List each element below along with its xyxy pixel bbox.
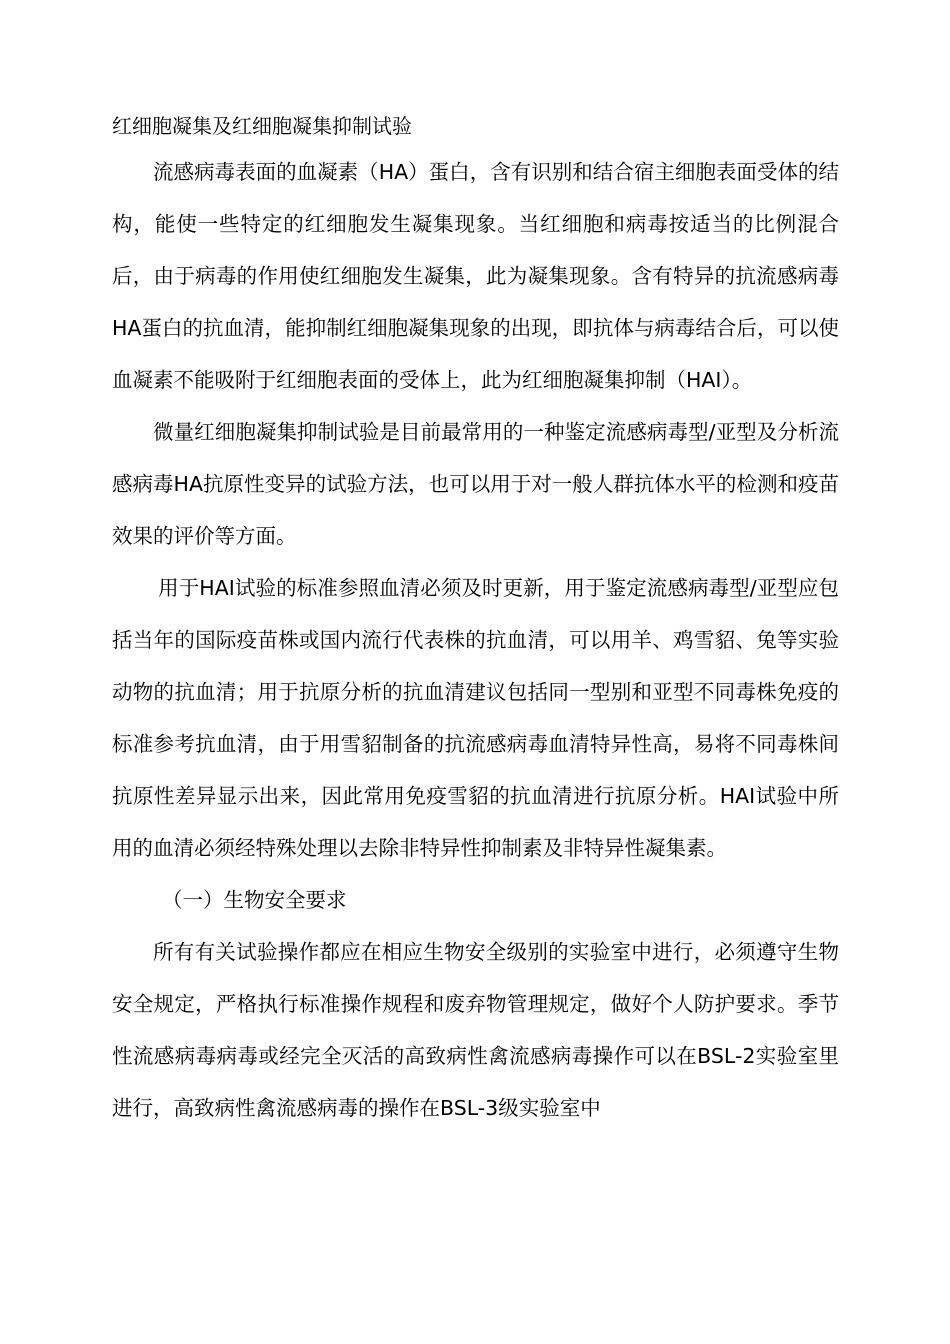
document-title: 红细胞凝集及红细胞凝集抑制试验 xyxy=(112,114,412,138)
section-title-biosafety: （一）生物安全要求 xyxy=(162,888,347,912)
paragraph-reference-serum: 用于HAI试验的标准参照血清必须及时更新，用于鉴定流感病毒型/亚型应包括当年的国际疫苗株或国内流行代表株的抗血清，可以用羊、鸡雪貂、兔等实验动物的抗血清；用于抗原分析的抗血清建议包括同一型别和亚型不同毒株免疫的标准参考抗血清，由于用雪貂制备的抗流感病毒血清特异性高，易将不同毒株间抗原性差异显示出来，因此常用免疫雪貂的抗血清进行抗原分析。HAI试验中所用的血清必须经特殊处理以去除非特异性抑制素及非特异性凝集素。 xyxy=(112,576,839,860)
paragraph-biosafety: 所有有关试验操作都应在相应生物安全级别的实验室中进行，必须遵守生物安全规定，严格执行标准操作规程和废弃物管理规定，做好个人防护要求。季节性流感病毒病毒或经完全灭活的高致病性禽流感病毒操作可以在BSL-2实验室里进行，高致病性禽流感病毒的操作在BSL-3级实验室中 xyxy=(112,940,839,1120)
paragraph-microhai-method: 微量红细胞凝集抑制试验是目前最常用的一种鉴定流感病毒型/亚型及分析流感病毒HA抗原性变异的试验方法，也可以用于对一般人群抗体水平的检测和疫苗效果的评价等方面。 xyxy=(112,420,839,548)
paragraph-hemagglutination-intro: 流感病毒表面的血凝素（HA）蛋白，含有识别和结合宿主细胞表面受体的结构，能使一些特定的红细胞发生凝集现象。当红细胞和病毒按适当的比例混合后，由于病毒的作用使红细胞发生凝集，此为凝集现象。含有特异的抗流感病毒HA蛋白的抗血清，能抑制红细胞凝集现象的出现，即抗体与病毒结合后，可以使血凝素不能吸附于红细胞表面的受体上，此为红细胞凝集抑制（HAI）。 xyxy=(112,160,839,392)
document-body xyxy=(112,106,839,1134)
